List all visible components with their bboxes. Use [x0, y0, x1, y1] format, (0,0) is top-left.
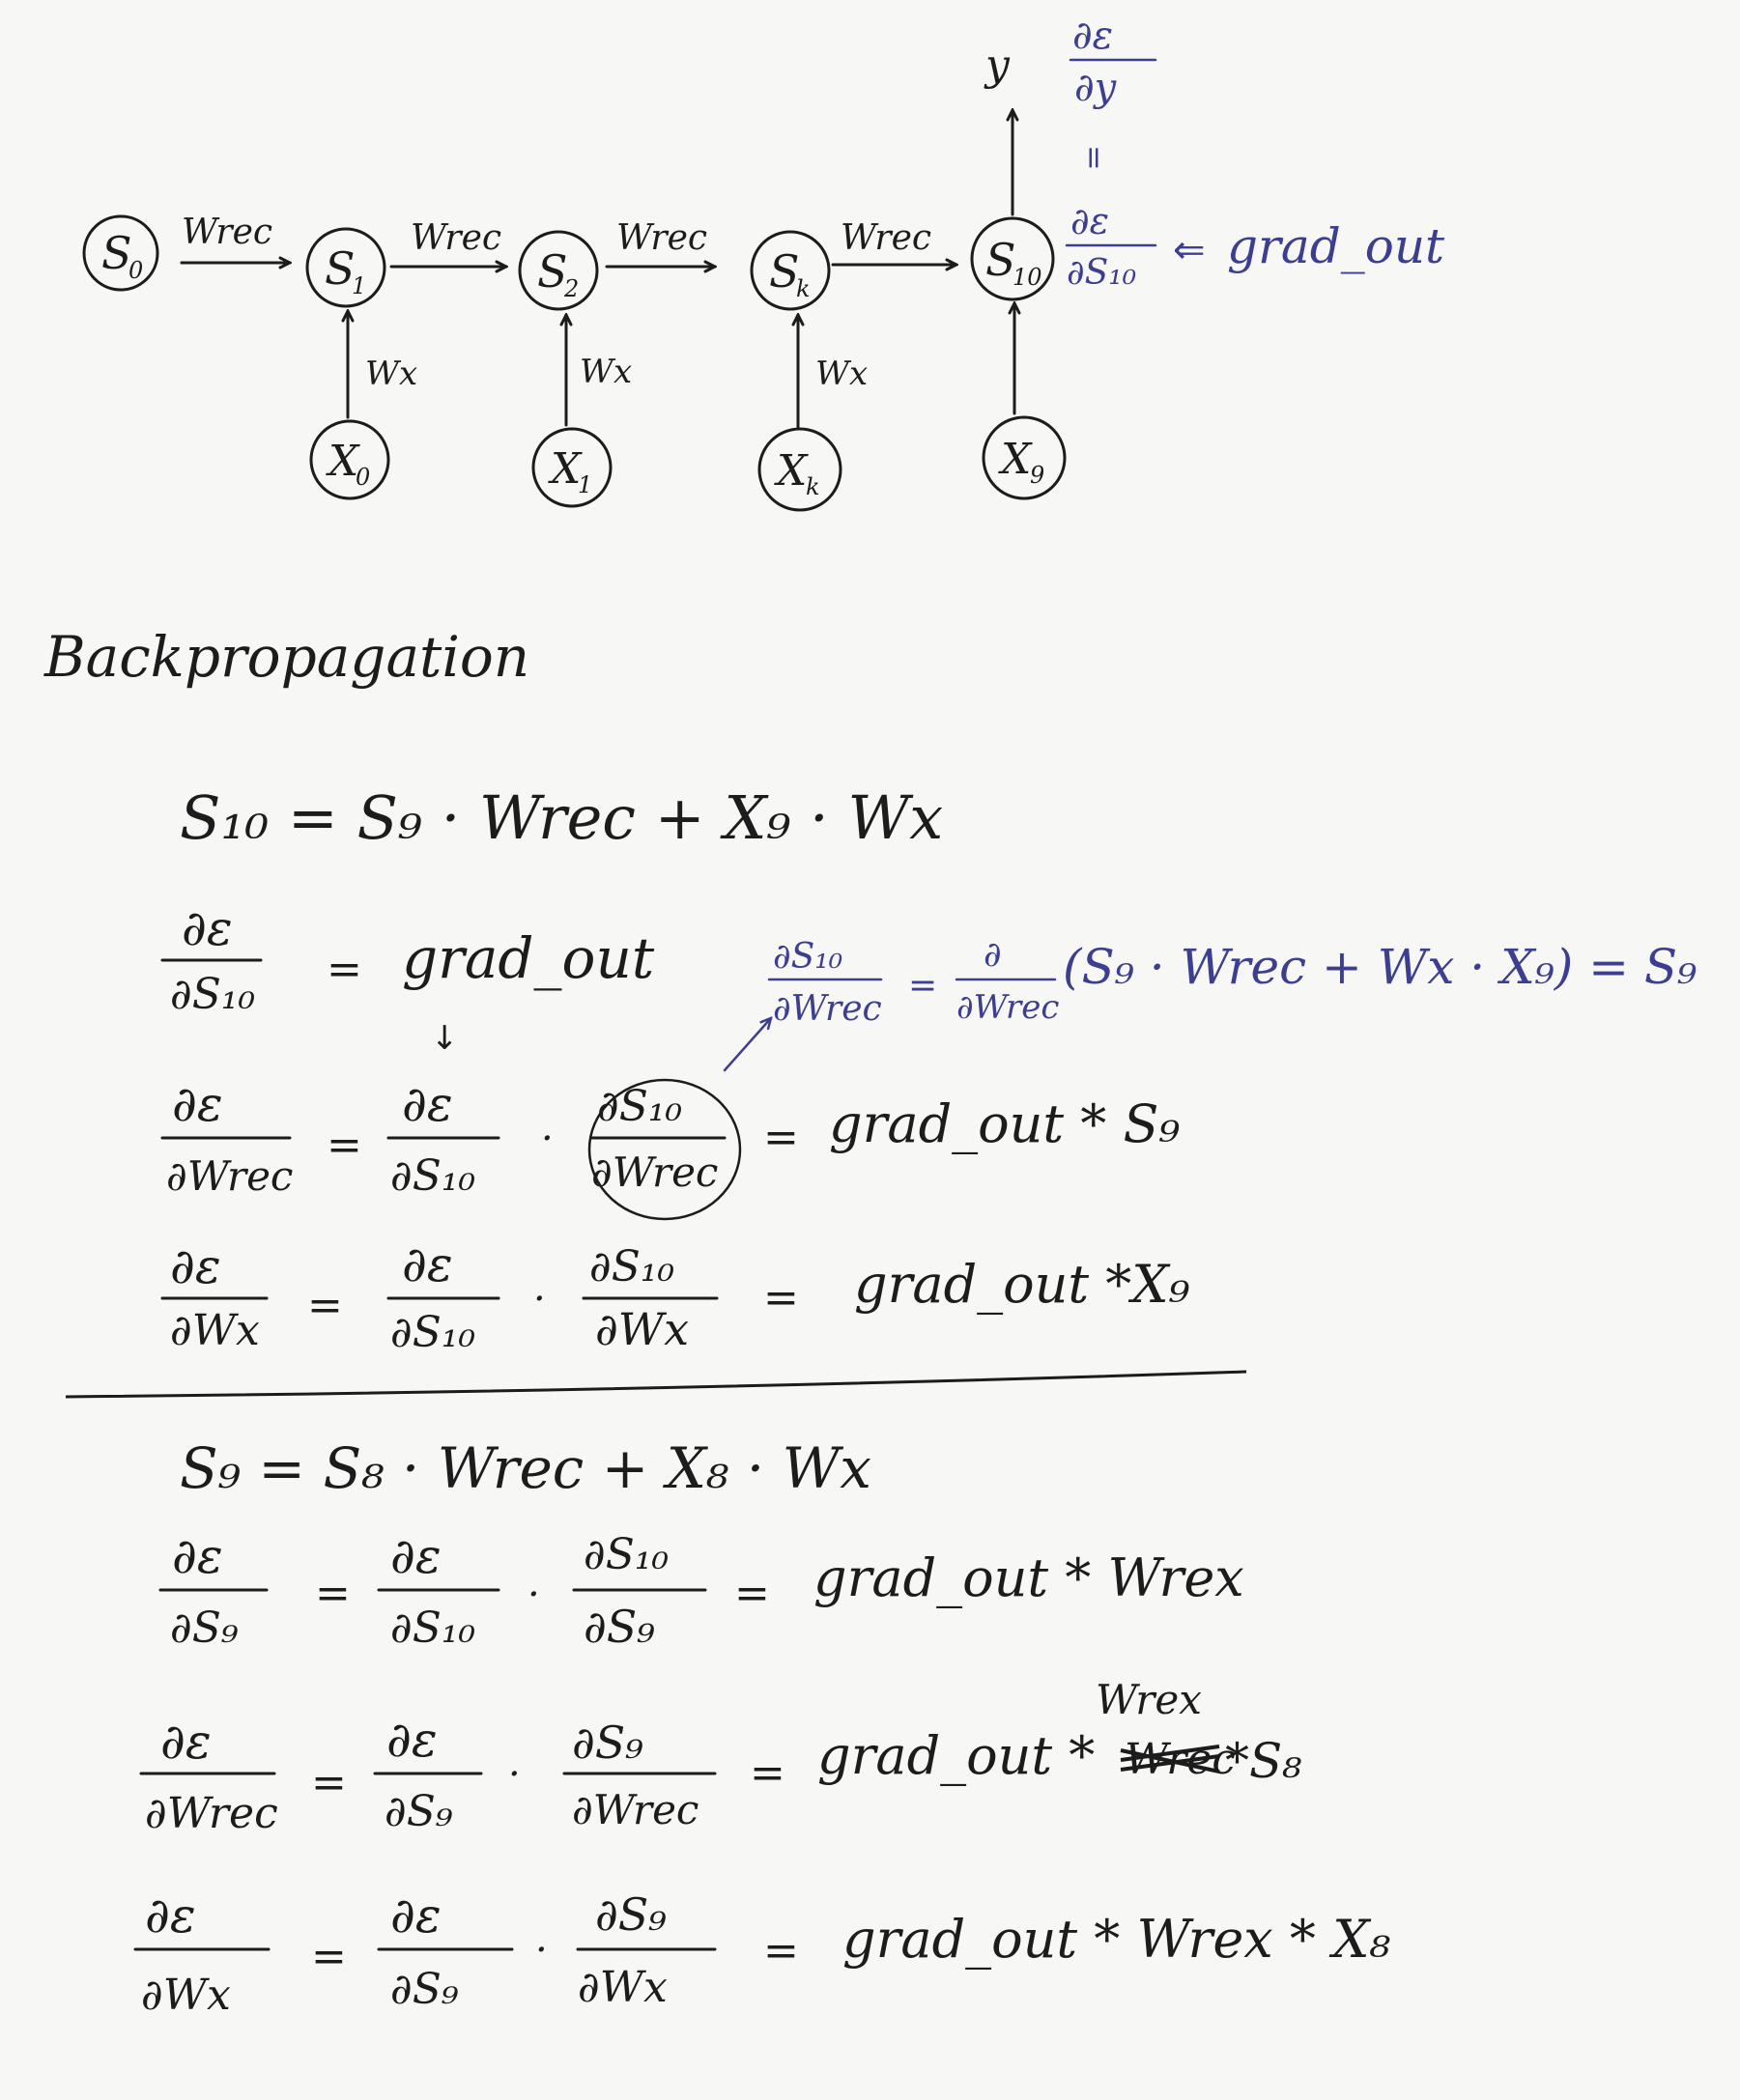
b2r1-f1-den: ∂S₁₀ — [390, 1603, 476, 1653]
b1r2-f1-den: ∂S₁₀ — [390, 1151, 476, 1201]
b1r3-lhs-den: ∂Wx — [170, 1306, 260, 1355]
b1r2-lhs-num: ∂ε — [172, 1076, 223, 1132]
section-divider — [66, 1372, 1246, 1397]
input-node-x1 — [533, 429, 611, 506]
input-node-x9-sub: 9 — [1030, 462, 1045, 489]
b1r3-equals: = — [307, 1281, 343, 1330]
b1r3-dot: · — [533, 1277, 546, 1321]
grad-out-arrow-icon: ⇐ — [1173, 228, 1206, 272]
backprop-block-2 — [135, 1435, 1391, 2020]
b2r2-lhs-num: ∂ε — [160, 1714, 212, 1770]
b1r3-f1-num: ∂ε — [402, 1236, 453, 1292]
side-note-op-num: ∂ — [984, 935, 1002, 975]
input-weight-label-0: Wx — [365, 355, 418, 393]
b2r1-dot: · — [528, 1573, 540, 1617]
state-node-s10 — [972, 218, 1053, 299]
b2r2-dot: · — [508, 1752, 521, 1797]
b1r3-rhs: grad_out *X₉ — [854, 1254, 1190, 1315]
state-node-s10-sub: 10 — [1013, 264, 1042, 291]
grad-s10-den: ∂S₁₀ — [1067, 253, 1137, 293]
side-note-lhs-den: ∂Wrec — [773, 989, 882, 1029]
b1r1-rhs: grad_out — [402, 925, 655, 991]
b2r3-dot: · — [535, 1928, 548, 1972]
b1r3-f2-num: ∂S₁₀ — [589, 1242, 675, 1291]
input-node-x1-base: X — [551, 444, 582, 494]
b1r2-rhs: grad_out * S₉ — [829, 1093, 1181, 1154]
state-node-s0 — [84, 216, 157, 290]
b2r3-lhs-num: ∂ε — [145, 1887, 196, 1944]
grad-y-num: ∂ε — [1072, 14, 1114, 58]
block2-row-1 — [160, 1528, 1244, 1653]
b1r1-lhs-den: ∂S₁₀ — [170, 970, 256, 1019]
b2r2-f2-den: ∂Wrec — [572, 1786, 699, 1833]
rec-weight-label-2: Wrec — [616, 218, 708, 258]
block1-row-2 — [162, 1076, 1180, 1219]
grad-out-label: grad_out — [1227, 218, 1445, 274]
side-note-rhs: (S₉ · Wrec + Wx · X₉) = S₉ — [1063, 939, 1697, 995]
grad-y-fraction — [1070, 14, 1155, 110]
b2r2-f2-num: ∂S₉ — [572, 1717, 643, 1769]
side-note-lhs-num: ∂S₁₀ — [773, 937, 843, 977]
rnn-diagram — [84, 14, 1445, 510]
b2r3-rhs: grad_out * Wrex * X₈ — [842, 1909, 1391, 1970]
input-node-x9-base: X — [1001, 435, 1032, 484]
input-node-x1-sub: 1 — [578, 471, 593, 498]
side-note-op-den: ∂Wrec — [956, 988, 1060, 1027]
b1r3-f2-den: ∂Wx — [595, 1303, 690, 1355]
input-node-xk-base: X — [777, 446, 808, 496]
b2r1-f2-num: ∂S₁₀ — [584, 1530, 670, 1579]
b2r2-lhs-den: ∂Wrec — [145, 1789, 278, 1838]
b1r2-f2-num: ∂S₁₀ — [597, 1082, 683, 1131]
input-node-xk-sub: k — [806, 473, 820, 500]
b2r1-lhs-num: ∂ε — [172, 1528, 223, 1584]
backprop-block-1 — [162, 782, 1697, 1357]
b1r3-f1-den: ∂S₁₀ — [390, 1308, 476, 1357]
input-node-x0-base: X — [328, 437, 359, 486]
b1-down-arrow-icon: ↓ — [431, 1019, 459, 1058]
state-node-s1-base: S — [325, 242, 356, 295]
block1-state-equation: S₁₀ = S₉ · Wrec + X₉ · Wx — [180, 782, 944, 853]
b2r3-f2-num: ∂S₉ — [595, 1888, 667, 1941]
b1r2-equals-2: = — [763, 1113, 799, 1162]
grad-s10-num: ∂ε — [1070, 200, 1110, 242]
state-node-s1-sub: 1 — [352, 272, 367, 299]
b2r1-lhs-den: ∂S₉ — [170, 1603, 239, 1653]
b1r1-equals: = — [327, 945, 362, 994]
state-node-s10-base: S — [985, 234, 1016, 286]
b1r2-equals: = — [327, 1121, 362, 1170]
input-weight-label-2: Wx — [815, 355, 869, 393]
backprop-heading: Backpropagation — [44, 624, 530, 690]
output-label: y — [985, 41, 1010, 90]
input-node-x9 — [984, 417, 1065, 498]
b2r3-equals: = — [311, 1932, 347, 1981]
grad-equals-vertical: = — [1076, 145, 1113, 171]
b2r3-f2-den: ∂Wx — [578, 1963, 668, 2012]
side-note-pointer-arrow — [725, 1018, 771, 1070]
b2r2-rhs-insert: Wrex — [1096, 1676, 1202, 1723]
side-note-equals: = — [908, 966, 938, 1006]
b2r2-rhs-struck: Wrec — [1125, 1735, 1236, 1784]
state-node-s2-sub: 2 — [564, 275, 580, 302]
input-node-x0 — [311, 421, 388, 498]
block1-row-3 — [162, 1236, 1190, 1357]
b2r2-f1-den: ∂S₉ — [385, 1787, 453, 1836]
b2r1-equals-2: = — [734, 1569, 770, 1618]
b2r1-f2-den: ∂S₉ — [584, 1601, 655, 1653]
input-node-xk — [759, 429, 841, 510]
b2r1-equals: = — [315, 1569, 351, 1618]
state-node-sk-sub: k — [796, 275, 811, 302]
state-node-s2 — [520, 232, 597, 309]
b2r2-equals: = — [311, 1758, 347, 1807]
block1-row-1 — [162, 900, 655, 1019]
b2r1-rhs: grad_out * Wrex — [813, 1547, 1244, 1608]
b2r2-rhs-prefix: grad_out * — [817, 1725, 1096, 1786]
b1r2-lhs-den: ∂Wrec — [166, 1152, 294, 1200]
state-node-s0-sub: 0 — [128, 257, 144, 284]
b2r3-f1-den: ∂S₉ — [390, 1965, 459, 2014]
b1r3-lhs-num: ∂ε — [170, 1238, 221, 1294]
rec-weight-label-1: Wrec — [411, 218, 502, 258]
rec-weight-label-0: Wrec — [182, 213, 273, 252]
b1r2-f1-num: ∂ε — [402, 1076, 453, 1132]
block1-side-note — [769, 935, 1697, 1029]
b1r3-equals-2: = — [763, 1273, 799, 1322]
input-node-x0-sub: 0 — [356, 464, 371, 491]
input-weight-label-1: Wx — [580, 353, 633, 391]
b1r1-lhs-num: ∂ε — [182, 900, 233, 956]
state-node-sk-base: S — [769, 245, 800, 298]
b2r3-lhs-den: ∂Wx — [141, 1971, 231, 2020]
b1r2-dot: · — [541, 1117, 554, 1161]
b2r3-equals-2: = — [763, 1926, 799, 1975]
state-node-s1 — [307, 229, 385, 306]
b2r1-f1-num: ∂ε — [390, 1528, 442, 1584]
b2r2-f1-num: ∂ε — [386, 1712, 438, 1768]
block2-row-2 — [141, 1676, 1301, 1838]
b2r2-rhs-suffix: *S₈ — [1225, 1733, 1302, 1789]
rec-weight-label-3: Wrec — [841, 218, 932, 258]
block2-row-3 — [135, 1887, 1391, 2020]
state-node-s2-base: S — [537, 245, 568, 298]
block2-state-equation: S₉ = S₈ · Wrec + X₈ · Wx — [180, 1435, 871, 1501]
state-node-s0-base: S — [101, 227, 132, 279]
b2r2-equals-2: = — [750, 1748, 785, 1798]
b1r2-f2-den: ∂Wrec — [591, 1149, 719, 1196]
b2r3-f1-num: ∂ε — [390, 1887, 442, 1944]
grad-s10-fraction — [1067, 200, 1155, 293]
grad-y-den: ∂y — [1074, 66, 1117, 110]
state-node-sk — [752, 232, 829, 309]
